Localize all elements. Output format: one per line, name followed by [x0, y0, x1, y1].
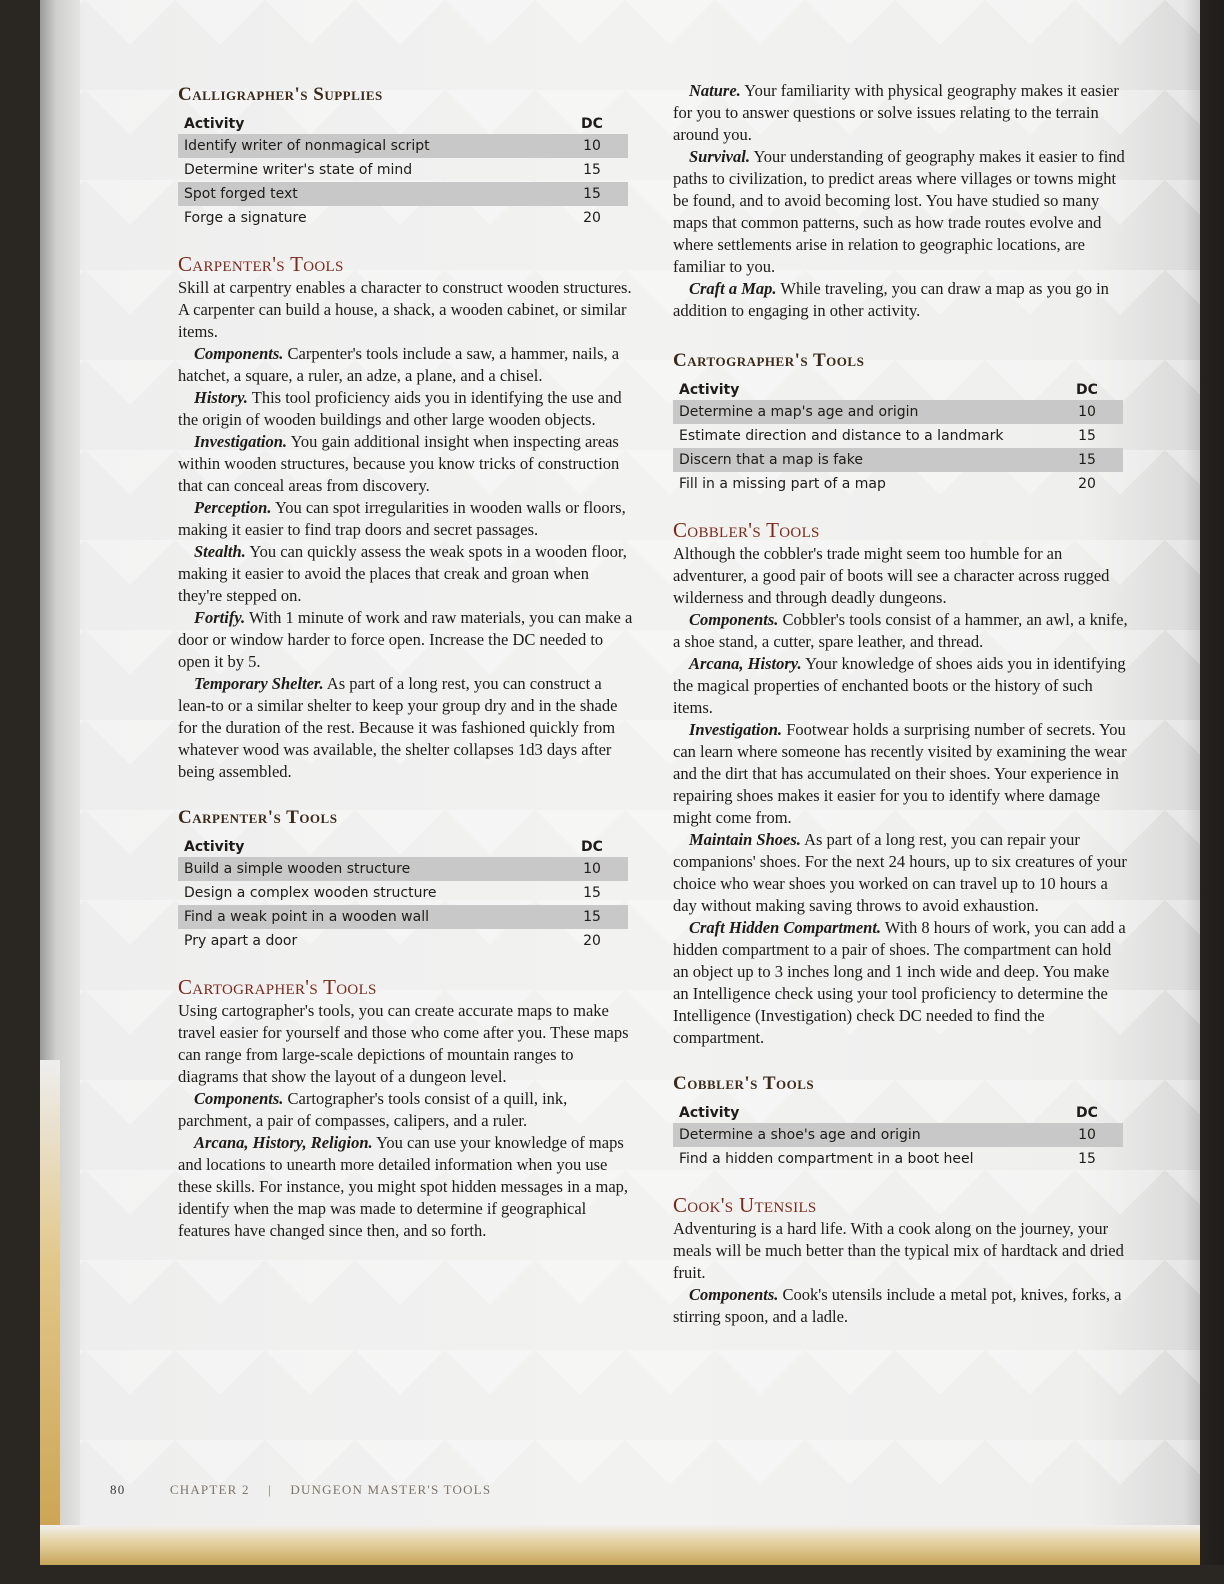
lead-in: Components. [194, 344, 284, 363]
cartographer-paragraph [178, 1088, 633, 1132]
cobbler-table [673, 1099, 1123, 1171]
activity-cell: Forge a signature [184, 210, 307, 226]
cartographer-paragraph [673, 80, 1128, 146]
paragraph-text: As part of a long rest, you can repair your companions' shoes. For the next 24 hours, up to six creatures of your choice who wear shoes you worked on can travel up to 10 hours a day without making saving throws to avoid exhaustion. [673, 830, 1127, 915]
lead-in: Maintain Shoes. [689, 830, 801, 849]
footer-separator: | [268, 1482, 272, 1497]
activity-cell: Find a weak point in a wooden wall [178, 905, 556, 929]
section-heading-carpenters-tools: Carpenter's Tools [178, 252, 344, 276]
cartographer-paragraph [673, 278, 1128, 322]
cartographer-paragraph [178, 1132, 633, 1242]
activity-cell: Spot forged text [178, 182, 556, 206]
table-row [673, 472, 1123, 496]
dc-cell: 10 [1051, 400, 1123, 424]
activity-cell: Find a hidden compartment in a boot heel [679, 1151, 974, 1167]
paragraph-text: Carpenter's tools include a saw, a hammer, nails, a hatchet, a square, a ruler, an adze, a plane, and a chisel. [178, 344, 620, 385]
col-activity-header: Activity [184, 839, 245, 855]
cobbler-intro: Although the cobbler's trade might seem too humble for an adventurer, a good pair of boots will see a character across rugged wilderness and through deadly dungeons. [673, 544, 1110, 607]
section-heading-cobblers-tools: Cobbler's Tools [673, 518, 820, 542]
table-row [673, 448, 1123, 472]
lead-in: Investigation. [194, 432, 288, 451]
dc-cell: 10 [556, 857, 628, 881]
dc-cell: 20 [1078, 476, 1096, 492]
lead-in: History. [194, 388, 248, 407]
left-column [178, 84, 633, 1242]
dc-cell: 20 [583, 933, 601, 949]
dc-cell: 15 [556, 905, 628, 929]
section-heading-cooks-utensils: Cook's Utensils [673, 1193, 817, 1217]
section-heading-cartographers-tools: Cartographer's Tools [178, 975, 377, 999]
carpenter-paragraph [178, 387, 633, 431]
lead-in: Perception. [194, 498, 272, 517]
activity-cell: Identify writer of nonmagical script [178, 134, 556, 158]
dc-cell: 10 [1051, 1123, 1123, 1147]
table-row [673, 1123, 1123, 1147]
table-row [673, 1147, 1123, 1171]
lead-in: Components. [194, 1089, 284, 1108]
paragraph-text: You gain additional insight when inspecting areas within wooden structures, because you know tricks of construction that can conceal areas from discovery. [178, 432, 620, 495]
table-title-cartographer: Cartographer's Tools [673, 350, 865, 371]
dc-cell: 15 [556, 182, 628, 206]
dc-cell: 15 [1078, 1151, 1096, 1167]
col-activity-header: Activity [184, 116, 245, 132]
lead-in: Investigation. [689, 720, 783, 739]
activity-cell: Estimate direction and distance to a landmark [679, 428, 1004, 444]
table-row [673, 424, 1123, 448]
cartographer-paragraph [673, 146, 1128, 278]
lead-in: Components. [689, 610, 779, 629]
table-row [178, 206, 628, 230]
cobbler-paragraph [673, 917, 1128, 1049]
dc-cell: 15 [583, 162, 601, 178]
paragraph-text: Your knowledge of shoes aids you in identifying the magical properties of enchanted boots or the history of such items. [673, 654, 1126, 717]
table-header-row [178, 110, 628, 134]
right-column [673, 80, 1128, 1328]
paragraph-text: You can quickly assess the weak spots in a wooden floor, making it easier to avoid the places that creak and groan when they're stepped on. [178, 542, 627, 605]
carpenter-paragraph [178, 343, 633, 387]
page-number: 80 [110, 1482, 126, 1497]
dc-cell: 10 [556, 134, 628, 158]
paragraph-text: You can spot irregularities in wooden walls or floors, making it easier to find trap doors and secret passages. [178, 498, 626, 539]
lead-in: Nature. [689, 81, 741, 100]
carpenter-paragraph [178, 541, 633, 607]
cartographer-intro: Using cartographer's tools, you can create accurate maps to make travel easier for yourself and those who come after you. These maps can range from large-scale depictions of mountain ranges to diagrams that show the layout of a dungeon level. [178, 1001, 629, 1086]
col-dc-header: DC [581, 839, 603, 855]
carpenter-paragraph [178, 673, 633, 783]
paragraph-text: This tool proficiency aids you in identifying the use and the origin of wooden buildings and other large wooden objects. [178, 388, 622, 429]
paragraph-text: Your understanding of geography makes it easier to find paths to civilization, to predict areas where villages or towns might be found, and to avoid becoming lost. You have studied so many maps that common patterns, such as how trade routes evolve and where settlements arise in relation to geographic locations, are familiar to you. [673, 147, 1125, 276]
footer-title: DUNGEON MASTER'S TOOLS [290, 1482, 492, 1497]
paragraph-text: As part of a long rest, you can construct a lean-to or a similar shelter to keep your group dry and in the shade for the duration of the rest. Because it was fashioned quickly from whatever wood was available, the shelter collapses 1d3 days after being assembled. [178, 674, 618, 781]
table-row [673, 400, 1123, 424]
col-dc-header: DC [1076, 1105, 1098, 1121]
activity-cell: Determine a map's age and origin [673, 400, 1051, 424]
cobbler-paragraph [673, 829, 1128, 917]
dc-cell: 15 [583, 885, 601, 901]
activity-cell: Build a simple wooden structure [178, 857, 556, 881]
page-footer [110, 1482, 505, 1498]
col-dc-header: DC [581, 116, 603, 132]
table-row [178, 182, 628, 206]
table-title-carpenter: Carpenter's Tools [178, 807, 338, 828]
carpenter-intro: Skill at carpentry enables a character to construct wooden structures. A carpenter can build a house, a shack, a wooden cabinet, or similar items. [178, 278, 632, 341]
table-row [178, 857, 628, 881]
table-row [178, 158, 628, 182]
paragraph-text: With 8 hours of work, you can add a hidden compartment to a pair of shoes. The compartment can hold an object up to 3 inches long and 1 inch wide and deep. You make an Intelligence check using your tool proficiency to determine the Intelligence (Investigation) check DC needed to find the compartment. [673, 918, 1126, 1047]
table-row [178, 929, 628, 953]
lead-in: Arcana, History, Religion. [194, 1133, 373, 1152]
carpenter-table [178, 833, 628, 953]
paragraph-text: Cartographer's tools consist of a quill, ink, parchment, a pair of compasses, calipers, and a ruler. [178, 1089, 568, 1130]
calligrapher-table [178, 110, 628, 230]
activity-cell: Determine writer's state of mind [184, 162, 413, 178]
carpenter-paragraph [178, 431, 633, 497]
col-activity-header: Activity [679, 382, 740, 398]
activity-cell: Fill in a missing part of a map [679, 476, 886, 492]
cartographer-table [673, 376, 1123, 496]
table-header-row [673, 1099, 1123, 1123]
cobbler-paragraph [673, 653, 1128, 719]
paragraph-text: While traveling, you can draw a map as you go in addition to engaging in other activity. [673, 279, 1109, 320]
dc-cell: 20 [583, 210, 601, 226]
table-title-calligrapher: Calligrapher's Supplies [178, 84, 383, 105]
activity-cell: Pry apart a door [184, 933, 298, 949]
lead-in: Survival. [689, 147, 750, 166]
lead-in: Stealth. [194, 542, 246, 561]
page-edge-shadow [1184, 0, 1224, 1565]
col-activity-header: Activity [679, 1105, 740, 1121]
paragraph-text: Your familiarity with physical geography makes it easier for you to answer questions or solve issues relating to the terrain around you. [673, 81, 1119, 144]
activity-cell: Discern that a map is fake [673, 448, 1051, 472]
lead-in: Components. [689, 1285, 779, 1304]
carpenter-paragraph [178, 497, 633, 541]
col-dc-header: DC [1076, 382, 1098, 398]
carpenter-paragraph [178, 607, 633, 673]
gold-border-bottom [40, 1525, 1200, 1565]
lead-in: Craft Hidden Compartment. [689, 918, 882, 937]
table-title-cobbler: Cobbler's Tools [673, 1073, 815, 1094]
table-header-row [673, 376, 1123, 400]
dc-cell: 15 [1078, 428, 1096, 444]
table-row [178, 881, 628, 905]
table-row [178, 134, 628, 158]
activity-cell: Determine a shoe's age and origin [673, 1123, 1051, 1147]
lead-in: Craft a Map. [689, 279, 777, 298]
cook-paragraph [673, 1284, 1128, 1328]
dc-cell: 15 [1051, 448, 1123, 472]
activity-cell: Design a complex wooden structure [184, 885, 437, 901]
paragraph-text: Footwear holds a surprising number of secrets. You can learn where someone has recently visited by examining the wear and the dirt that has accumulated on their shoes. Your experience in repairing shoes makes it easier for you to identify where damage might come from. [673, 720, 1127, 827]
table-row [178, 905, 628, 929]
paragraph-text: Cook's utensils include a metal pot, knives, forks, a stirring spoon, and a ladle. [673, 1285, 1122, 1326]
table-header-row [178, 833, 628, 857]
lead-in: Arcana, History. [689, 654, 802, 673]
lead-in: Fortify. [194, 608, 246, 627]
paragraph-text: You can use your knowledge of maps and locations to unearth more detailed information when you use these skills. For instance, you might spot hidden messages in a map, identify when the map was made to determine if geographical features have changed since then, and so forth. [178, 1133, 629, 1240]
cook-intro: Adventuring is a hard life. With a cook along on the journey, your meals will be much better than the typical mix of hardtack and dried fruit. [673, 1219, 1124, 1282]
footer-chapter: CHAPTER 2 [169, 1482, 250, 1497]
gold-border-left [40, 1060, 60, 1565]
paragraph-text: With 1 minute of work and raw materials, you can make a door or window harder to force open. Increase the DC needed to open it by 5. [178, 608, 633, 671]
paragraph-text: Cobbler's tools consist of a hammer, an awl, a knife, a shoe stand, a cutter, spare leather, and thread. [673, 610, 1128, 651]
cobbler-paragraph [673, 719, 1128, 829]
lead-in: Temporary Shelter. [194, 674, 324, 693]
cobbler-paragraph [673, 609, 1128, 653]
